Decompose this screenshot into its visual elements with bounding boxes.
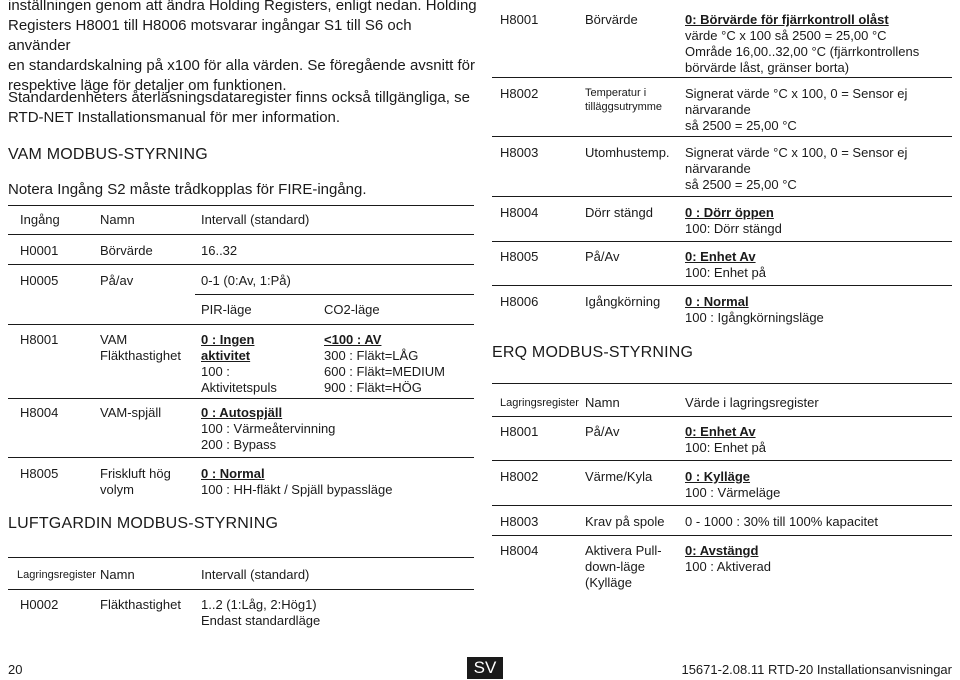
page-number: 20 bbox=[8, 662, 23, 677]
erq-header-value: Värde i lagringsregister bbox=[685, 395, 819, 410]
vam-header-input: Ingång bbox=[20, 212, 60, 227]
table-row-name: På/Av bbox=[585, 249, 620, 264]
table-row-name: Igångkörning bbox=[585, 294, 661, 309]
table-row-name: Fläkthastighet bbox=[100, 597, 181, 612]
table-row-values: 0 - 1000 : 30% till 100% kapacitet bbox=[685, 514, 878, 529]
table-row-values: 0 : Autospjäll 100 : Värmeåtervinning 200 : Bypass bbox=[201, 405, 336, 452]
table-row-name: Utomhustemp. bbox=[585, 145, 670, 160]
table-row-reg: H8004 bbox=[500, 543, 539, 558]
table-row-reg: H8005 bbox=[500, 249, 539, 264]
table-row-name: Värme/Kyla bbox=[585, 469, 653, 484]
table-row-name: På/av bbox=[100, 273, 134, 288]
table-row-reg: H8002 bbox=[500, 86, 539, 101]
table-row-name: Dörr stängd bbox=[585, 205, 653, 220]
vam-note: Notera Ingång S2 måste trådkopplas för FIRE-ingång. bbox=[8, 181, 367, 198]
document-id: 15671-2.08.11 RTD-20 Installationsanvisningar bbox=[681, 662, 952, 677]
erq-header-name: Namn bbox=[585, 395, 620, 410]
table-row-name: Aktivera Pull- down-läge (Kylläge bbox=[585, 543, 662, 590]
table-row-range: 16..32 bbox=[201, 243, 238, 258]
table-row-reg: H8004 bbox=[500, 205, 539, 220]
table-row-reg: H8004 bbox=[20, 405, 59, 420]
table-row-values: 0 : Dörr öppen 100: Dörr stängd bbox=[685, 205, 782, 236]
table-row-values: 0 : Normal 100 : Igångkörningsläge bbox=[685, 294, 824, 325]
table-row-values: Signerat värde °C x 100, 0 = Sensor ej närvarande så 2500 = 25,00 °C bbox=[685, 145, 908, 192]
table-row-reg: H8006 bbox=[500, 294, 539, 309]
co2-values: <100 : AV 300 : Fläkt=LÅG 600 : Fläkt=MEDIUM 900 : Fläkt=HÖG bbox=[324, 332, 446, 395]
table-row-reg: H8005 bbox=[20, 466, 59, 481]
table-row-name: Börvärde bbox=[585, 12, 638, 27]
table-row-values: 0: Enhet Av 100: Enhet på bbox=[685, 424, 766, 455]
erq-header-register: Lagringsregister bbox=[500, 397, 579, 409]
table-row-name: VAM-spjäll bbox=[100, 405, 162, 420]
readback-text: Standardenheters återläsningsdataregister finns också tillgängliga, se RTD-NET Installationsmanual för mer information. bbox=[8, 89, 470, 126]
table-row-values: 0: Avstängd 100 : Aktiverad bbox=[685, 543, 771, 574]
table-row-reg: H8003 bbox=[500, 145, 539, 160]
table-row-values: 0 : Kylläge 100 : Värmeläge bbox=[685, 469, 781, 500]
table-row-values: 0: Börvärde för fjärrkontroll olåst värde °C x 100 så 2500 = 25,00 °C Område 16,00..32,00 °C (fjärrkontrollens börvärde låst, gränser borta) bbox=[685, 12, 920, 75]
vam-heading: VAM MODBUS-STYRNING bbox=[8, 146, 208, 163]
intro-text: inställningen genom att ändra Holding Registers, enligt nedan. Holding Registers H8001 till H8006 motsvarar ingångar S1 till S6 och använder en standardskalning på x100 för alla värden. Se föregående avsnitt för respektive läge för detaljer om funktionen. bbox=[8, 0, 477, 94]
table-row-reg: H0001 bbox=[20, 243, 59, 258]
luft-header-name: Namn bbox=[100, 567, 135, 582]
table-row-reg: H0005 bbox=[20, 273, 59, 288]
table-row-name: Friskluft hög volym bbox=[100, 466, 171, 497]
table-row-name: På/Av bbox=[585, 424, 620, 439]
table-row-reg: H8001 bbox=[500, 12, 539, 27]
vam-header-name: Namn bbox=[100, 212, 135, 227]
table-row-name: Temperatur i tilläggsutrymme bbox=[585, 87, 663, 113]
co2-mode-header: CO2-läge bbox=[324, 302, 380, 317]
table-row-values: Signerat värde °C x 100, 0 = Sensor ej närvarande så 2500 = 25,00 °C bbox=[685, 86, 908, 133]
table-row-values: 0 : Normal 100 : HH-fläkt / Spjäll bypassläge bbox=[201, 466, 393, 497]
table-row-reg: H8002 bbox=[500, 469, 539, 484]
table-row-reg: H0002 bbox=[20, 597, 59, 612]
table-row-name: VAM Fläkthastighet bbox=[100, 332, 181, 363]
luft-header-range: Intervall (standard) bbox=[201, 567, 310, 582]
table-row-values: 0: Enhet Av 100: Enhet på bbox=[685, 249, 766, 280]
vam-header-range: Intervall (standard) bbox=[201, 212, 310, 227]
table-row-reg: H8001 bbox=[500, 424, 539, 439]
pir-mode-header: PIR-läge bbox=[201, 302, 252, 317]
table-row-values: 1..2 (1:Låg, 2:Hög1) Endast standardläge bbox=[201, 597, 321, 628]
erq-heading: ERQ MODBUS-STYRNING bbox=[492, 344, 694, 361]
table-row-name: Börvärde bbox=[100, 243, 153, 258]
table-row-reg: H8001 bbox=[20, 332, 59, 347]
language-badge: SV bbox=[467, 657, 503, 679]
table-row-name: Krav på spole bbox=[585, 514, 665, 529]
air-curtain-heading: LUFTGARDIN MODBUS-STYRNING bbox=[8, 515, 279, 532]
table-row-reg: H8003 bbox=[500, 514, 539, 529]
pir-values: 0 : Ingen aktivitet 100 : Aktivitetspuls bbox=[201, 332, 277, 395]
table-row-range: 0-1 (0:Av, 1:På) bbox=[201, 273, 291, 288]
luft-header-register: Lagringsregister bbox=[17, 569, 96, 581]
